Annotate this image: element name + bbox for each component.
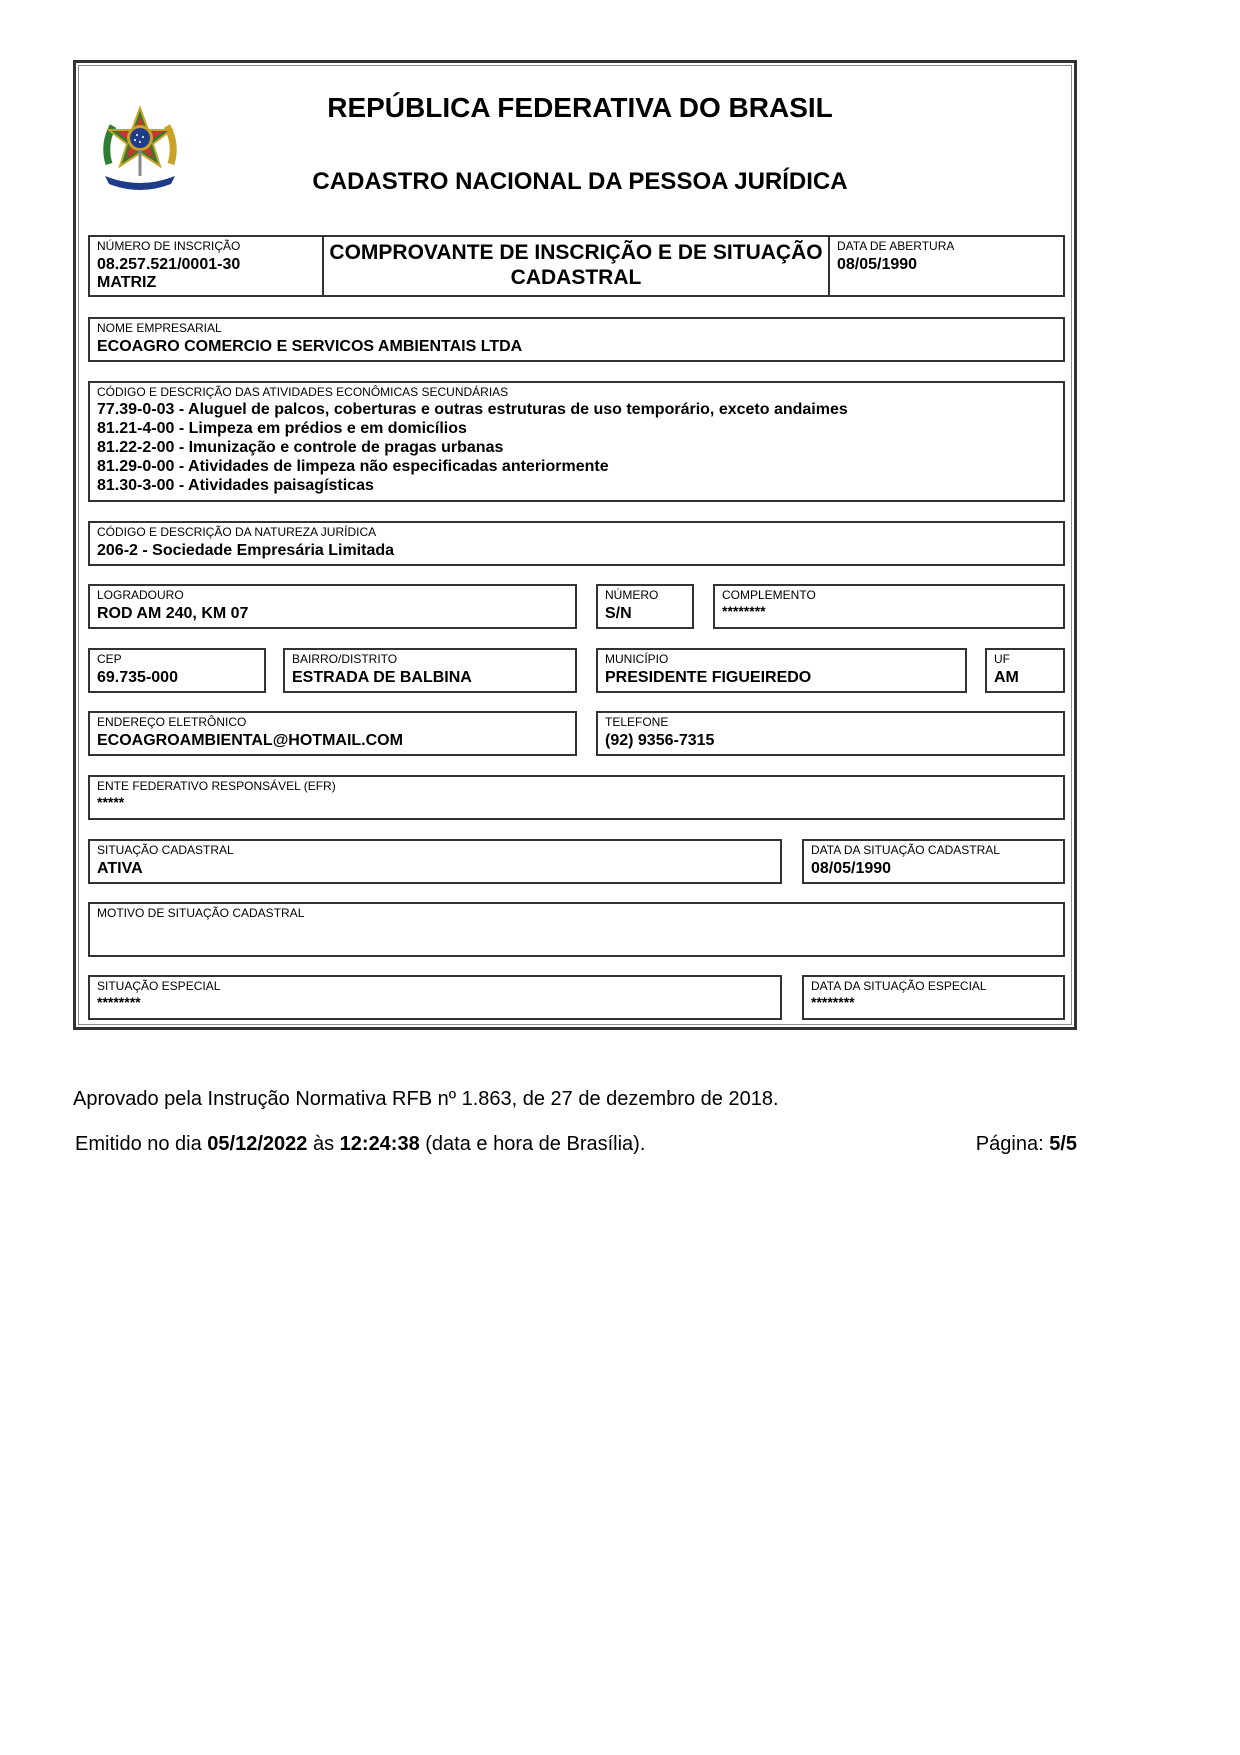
phone: (92) 9356-7315 xyxy=(605,732,715,749)
special-situation: ******** xyxy=(97,994,141,1010)
complement: ******** xyxy=(722,603,766,619)
registration-number: 08.257.521/0001-30 xyxy=(97,256,241,273)
field-label: COMPLEMENTO xyxy=(722,588,816,602)
company-name-field xyxy=(88,317,1065,362)
field-label: NÚMERO xyxy=(605,588,659,602)
list-item: 81.21-4-00 - Limpeza em prédios e em domicílios xyxy=(97,420,467,437)
special-situation-date: ******** xyxy=(811,994,855,1010)
phone-field xyxy=(596,711,1065,756)
district: ESTRADA DE BALBINA xyxy=(292,669,472,686)
complement-field xyxy=(713,584,1065,629)
street-field xyxy=(88,584,577,629)
legal-nature-field xyxy=(88,521,1065,566)
field-label: ENDEREÇO ELETRÔNICO xyxy=(97,715,247,729)
district-field xyxy=(283,648,577,693)
street: ROD AM 240, KM 07 xyxy=(97,605,249,622)
field-label: UF xyxy=(994,652,1010,666)
city: PRESIDENTE FIGUEIREDO xyxy=(605,669,812,686)
country-title: REPÚBLICA FEDERATIVA DO BRASIL xyxy=(327,92,833,123)
field-label: BAIRRO/DISTRITO xyxy=(292,652,398,666)
page-number: Página: 5/5 xyxy=(975,1133,1077,1155)
field-label: SITUAÇÃO CADASTRAL xyxy=(97,843,234,857)
special-situation-field xyxy=(88,975,782,1020)
field-label: CEP xyxy=(97,652,122,666)
field-label: CÓDIGO E DESCRIÇÃO DAS ATIVIDADES ECONÔMICAS SECUNDÁRIAS xyxy=(97,385,509,399)
registration-number-field xyxy=(88,235,324,297)
activities-list xyxy=(97,400,848,495)
status-reason-field xyxy=(88,902,1065,957)
legal-nature: 206-2 - Sociedade Empresária Limitada xyxy=(97,542,395,559)
email: ECOAGROAMBIENTAL@HOTMAIL.COM xyxy=(97,732,403,749)
street-number: S/N xyxy=(605,605,632,622)
document-title: COMPROVANTE DE INSCRIÇÃO E DE SITUAÇÃO CADASTRAL xyxy=(329,241,823,289)
list-item: 81.29-0-00 - Atividades de limpeza não especificadas anteriormente xyxy=(97,458,609,475)
uf-field xyxy=(985,648,1065,693)
issued-date: 05/12/2022 xyxy=(207,1133,308,1155)
field-label: CÓDIGO E DESCRIÇÃO DA NATUREZA JURÍDICA xyxy=(97,525,377,539)
field-label: DATA DA SITUAÇÃO ESPECIAL xyxy=(811,979,987,993)
status-date-field xyxy=(802,839,1065,884)
status-date: 08/05/1990 xyxy=(811,860,892,877)
company-name: ECOAGRO COMERCIO E SERVICOS AMBIENTAIS LTDA xyxy=(97,338,523,355)
approval-note: Aprovado pela Instrução Normativa RFB nº 1.863, de 27 de dezembro de 2018. xyxy=(73,1088,779,1110)
field-label: DATA DE ABERTURA xyxy=(837,239,955,253)
field-label: NÚMERO DE INSCRIÇÃO xyxy=(97,239,241,253)
field-label: MOTIVO DE SITUAÇÃO CADASTRAL xyxy=(97,906,305,920)
field-label: NOME EMPRESARIAL xyxy=(97,321,222,335)
list-item: 81.22-2-00 - Imunização e controle de pragas urbanas xyxy=(97,439,504,456)
coat-of-arms-emblem xyxy=(99,104,181,192)
email-field xyxy=(88,711,577,756)
field-label: TELEFONE xyxy=(605,715,669,729)
field-label: MUNICÍPIO xyxy=(605,652,669,666)
document-title-box xyxy=(322,235,830,297)
efr: ***** xyxy=(97,794,125,810)
efr-field xyxy=(88,775,1065,820)
uf: AM xyxy=(994,669,1019,686)
issued-note: Emitido no dia 05/12/2022 às 12:24:38 (data e hora de Brasília). xyxy=(75,1133,646,1155)
opening-date: 08/05/1990 xyxy=(837,256,918,273)
registration-type: MATRIZ xyxy=(97,274,157,291)
field-label: DATA DA SITUAÇÃO CADASTRAL xyxy=(811,843,1000,857)
status: ATIVA xyxy=(97,860,143,877)
secondary-activities-field xyxy=(88,381,1065,502)
field-label: SITUAÇÃO ESPECIAL xyxy=(97,979,221,993)
status-field xyxy=(88,839,782,884)
field-label: LOGRADOURO xyxy=(97,588,184,602)
special-situation-date-field xyxy=(802,975,1065,1020)
issued-time: 12:24:38 xyxy=(339,1133,420,1155)
field-label: ENTE FEDERATIVO RESPONSÁVEL (EFR) xyxy=(97,779,336,793)
registry-title: CADASTRO NACIONAL DA PESSOA JURÍDICA xyxy=(312,168,848,195)
list-item: 77.39-0-03 - Aluguel de palcos, coberturas e outras estruturas de uso temporário, exceto andaimes xyxy=(97,401,848,418)
list-item: 81.30-3-00 - Atividades paisagísticas xyxy=(97,477,374,494)
city-field xyxy=(596,648,967,693)
opening-date-field xyxy=(828,235,1065,297)
street-number-field xyxy=(596,584,694,629)
cep-field xyxy=(88,648,266,693)
cep: 69.735-000 xyxy=(97,669,178,686)
